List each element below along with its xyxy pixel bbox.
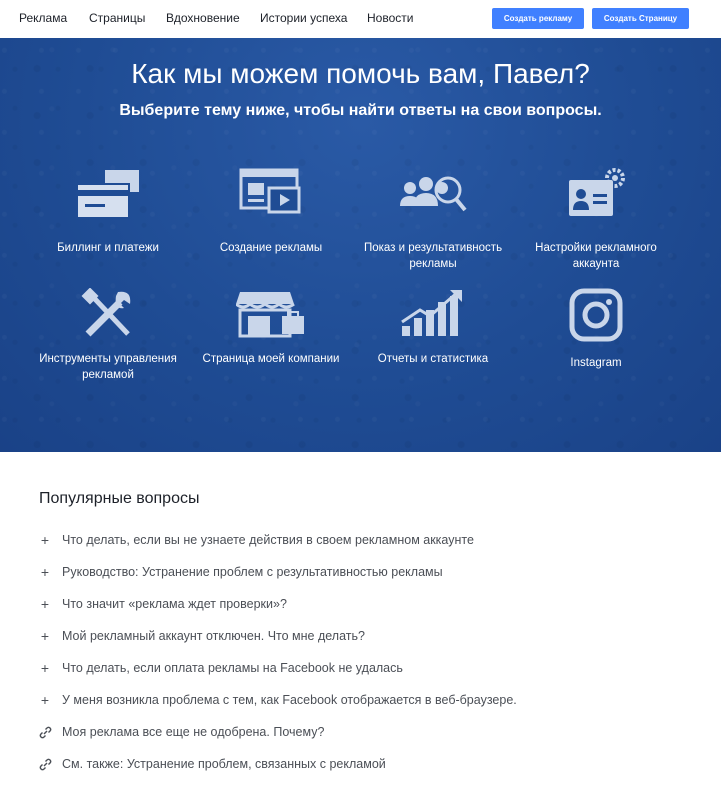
create-ad-button[interactable]: Создать рекламу	[492, 8, 584, 29]
create-page-button[interactable]: Создать Страницу	[592, 8, 689, 29]
help-hero	[0, 38, 721, 452]
topic-ad-account-settings[interactable]	[511, 168, 681, 278]
top-navigation	[0, 0, 721, 38]
popular-question-link[interactable]	[38, 722, 324, 742]
nav-link-success-stories[interactable]: Истории успеха	[260, 11, 348, 25]
question-text: Что значит «реклама ждет проверки»?	[62, 597, 287, 611]
tools-icon	[80, 288, 136, 342]
popular-question-item[interactable]	[38, 626, 365, 646]
plus-icon: +	[40, 532, 50, 548]
hero-title: Как мы можем помочь вам, Павел?	[131, 58, 590, 89]
popular-question-item[interactable]	[38, 530, 474, 550]
popular-question-item[interactable]	[38, 690, 517, 710]
popular-question-item[interactable]	[38, 658, 403, 678]
topic-label: Биллинг и платежи	[57, 242, 159, 254]
popular-question-item[interactable]	[38, 594, 287, 614]
plus-icon: +	[40, 692, 50, 708]
question-text: Моя реклама все еще не одобрена. Почему?	[62, 725, 325, 739]
nav-link-pages[interactable]: Страницы	[89, 11, 146, 25]
topic-label: Отчеты и статистика	[377, 353, 489, 365]
account-settings-icon	[565, 168, 627, 220]
question-text: У меня возникла проблема с тем, как Facebook отображается в веб-браузере.	[62, 693, 517, 707]
topic-label: Инструменты управления	[39, 353, 177, 365]
nav-link-news[interactable]: Новости	[367, 11, 414, 25]
instagram-icon	[569, 288, 623, 342]
topic-instagram[interactable]	[511, 288, 681, 373]
plus-icon: +	[40, 596, 50, 612]
popular-question-item[interactable]	[38, 562, 443, 582]
popular-question-link[interactable]	[38, 754, 386, 774]
question-text: Что делать, если оплата рекламы на Facebook не удалась	[62, 661, 403, 675]
topic-label: Показ и результативность	[363, 242, 503, 254]
question-text: Что делать, если вы не узнаете действия в своем рекламном аккаунте	[62, 533, 474, 547]
nav-link-inspiration[interactable]: Вдохновение	[166, 11, 240, 25]
link-icon	[38, 757, 52, 771]
hero-subtitle: Выберите тему ниже, чтобы найти ответы на свои вопросы.	[119, 102, 602, 119]
topic-delivery-performance[interactable]	[348, 168, 518, 278]
question-text: Руководство: Устранение проблем с результативностью рекламы	[62, 565, 443, 579]
question-text: Мой рекламный аккаунт отключен. Что мне делать?	[62, 629, 365, 643]
popular-questions-title: Популярные вопросы	[39, 490, 200, 507]
audience-search-icon	[398, 168, 468, 220]
topic-label: Настройки рекламного	[535, 242, 657, 254]
topic-reports-stats[interactable]	[348, 288, 518, 373]
topic-ad-tools[interactable]	[23, 288, 193, 388]
topic-label: Создание рекламы	[219, 242, 323, 254]
billing-icon	[75, 168, 141, 220]
ad-creation-icon	[239, 168, 303, 220]
plus-icon: +	[40, 628, 50, 644]
topic-label: рекламы	[409, 258, 457, 270]
link-icon	[38, 725, 52, 739]
shop-icon	[236, 288, 306, 338]
topic-label: Instagram	[570, 357, 622, 369]
question-text: См. также: Устранение проблем, связанных с рекламой	[62, 757, 386, 771]
topic-label: рекламой	[82, 369, 134, 381]
topic-billing[interactable]	[23, 168, 193, 263]
topic-company-page[interactable]	[186, 288, 356, 373]
plus-icon: +	[40, 564, 50, 580]
chart-icon	[400, 288, 466, 338]
topic-label: Страница моей компании	[202, 353, 340, 365]
plus-icon: +	[40, 660, 50, 676]
topic-label: аккаунта	[572, 258, 620, 270]
topic-ad-creation[interactable]	[186, 168, 356, 263]
nav-link-ads[interactable]: Реклама	[19, 11, 68, 25]
